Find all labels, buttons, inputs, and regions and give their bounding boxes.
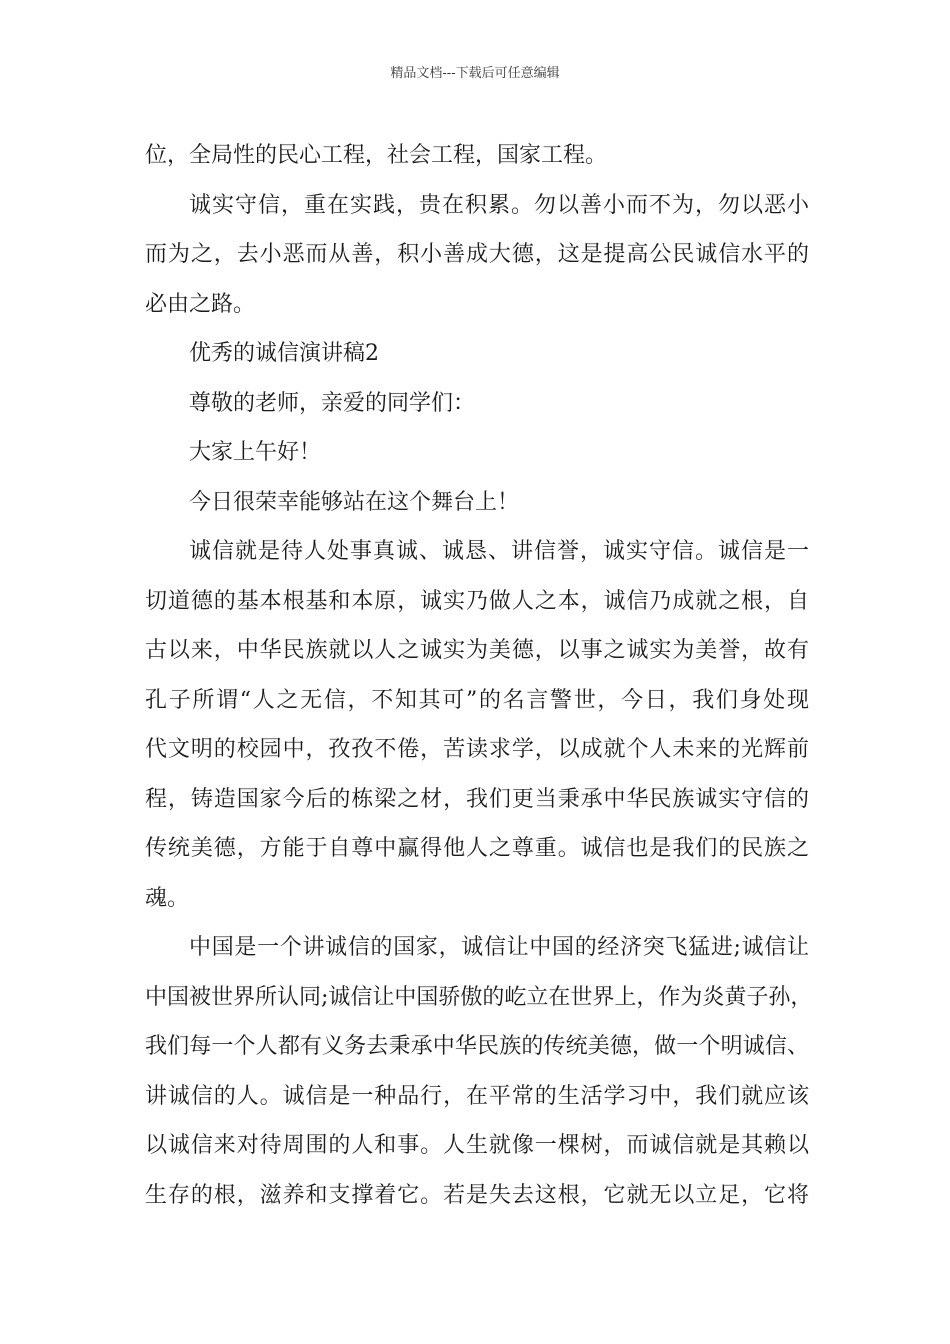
text-line: 魂。 [145,885,190,911]
text-line: 孔子所谓“人之无信，不知其可”的名言警世，今日，我们身处现 [145,687,809,713]
section-title: 优秀的诚信演讲稿2 [189,341,379,366]
greeting: 大家上午好！ [189,440,322,465]
paragraph-start: 中国是一个讲诚信的国家，诚信让中国的经济突飞猛进;诚信让 [189,935,809,960]
document-body [145,131,813,1220]
text-line: 必由之路。 [145,291,256,317]
text-line: 中国被世界所认同;诚信让中国骄傲的屹立在世界上，作为炎黄子孙， [145,984,813,1010]
text-line: 位，全局性的民心工程，社会工程，国家工程。 [145,143,608,168]
salutation: 尊敬的老师，亲爱的同学们： [189,390,476,416]
paragraph-start: 诚实守信，重在实践，贵在积累。勿以善小而不为，勿以恶小 [189,192,809,218]
text-line: 讲诚信的人。诚信是一种品行，在平常的生活学习中，我们就应该 [145,1083,809,1109]
text-line: 代文明的校园中，孜孜不倦，苦读求学，以成就个人未来的光辉前 [145,737,809,762]
paragraph-start: 今日很荣幸能够站在这个舞台上！ [189,489,520,515]
text-line: 以诚信来对待周围的人和事。人生就像一棵树，而诚信就是其赖以 [145,1133,809,1158]
page-header: 精品文档---下载后可任意编辑 [390,66,560,81]
paragraph-start: 诚信就是待人处事真诚、诚恳、讲信誉，诚实守信。诚信是一 [189,539,809,564]
text-line: 我们每一个人都有义务去秉承中华民族的传统美德，做一个明诚信、 [145,1034,809,1059]
text-line: 传统美德，方能于自尊中赢得他人之尊重。诚信也是我们的民族之 [145,836,809,861]
text-line: 生存的根，滋养和支撑着它。若是失去这根，它就无以立足，它将 [145,1182,809,1208]
text-line: 切道德的基本根基和本原，诚实乃做人之本，诚信乃成就之根，自 [145,588,809,614]
text-line: 而为之，去小恶而从善，积小善成大德，这是提高公民诚信水平的 [145,242,809,267]
text-line: 古以来，中华民族就以人之诚实为美德，以事之诚实为美誉，故有 [145,638,809,663]
text-line: 程，铸造国家今后的栋梁之材，我们更当秉承中华民族诚实守信的 [145,786,809,812]
